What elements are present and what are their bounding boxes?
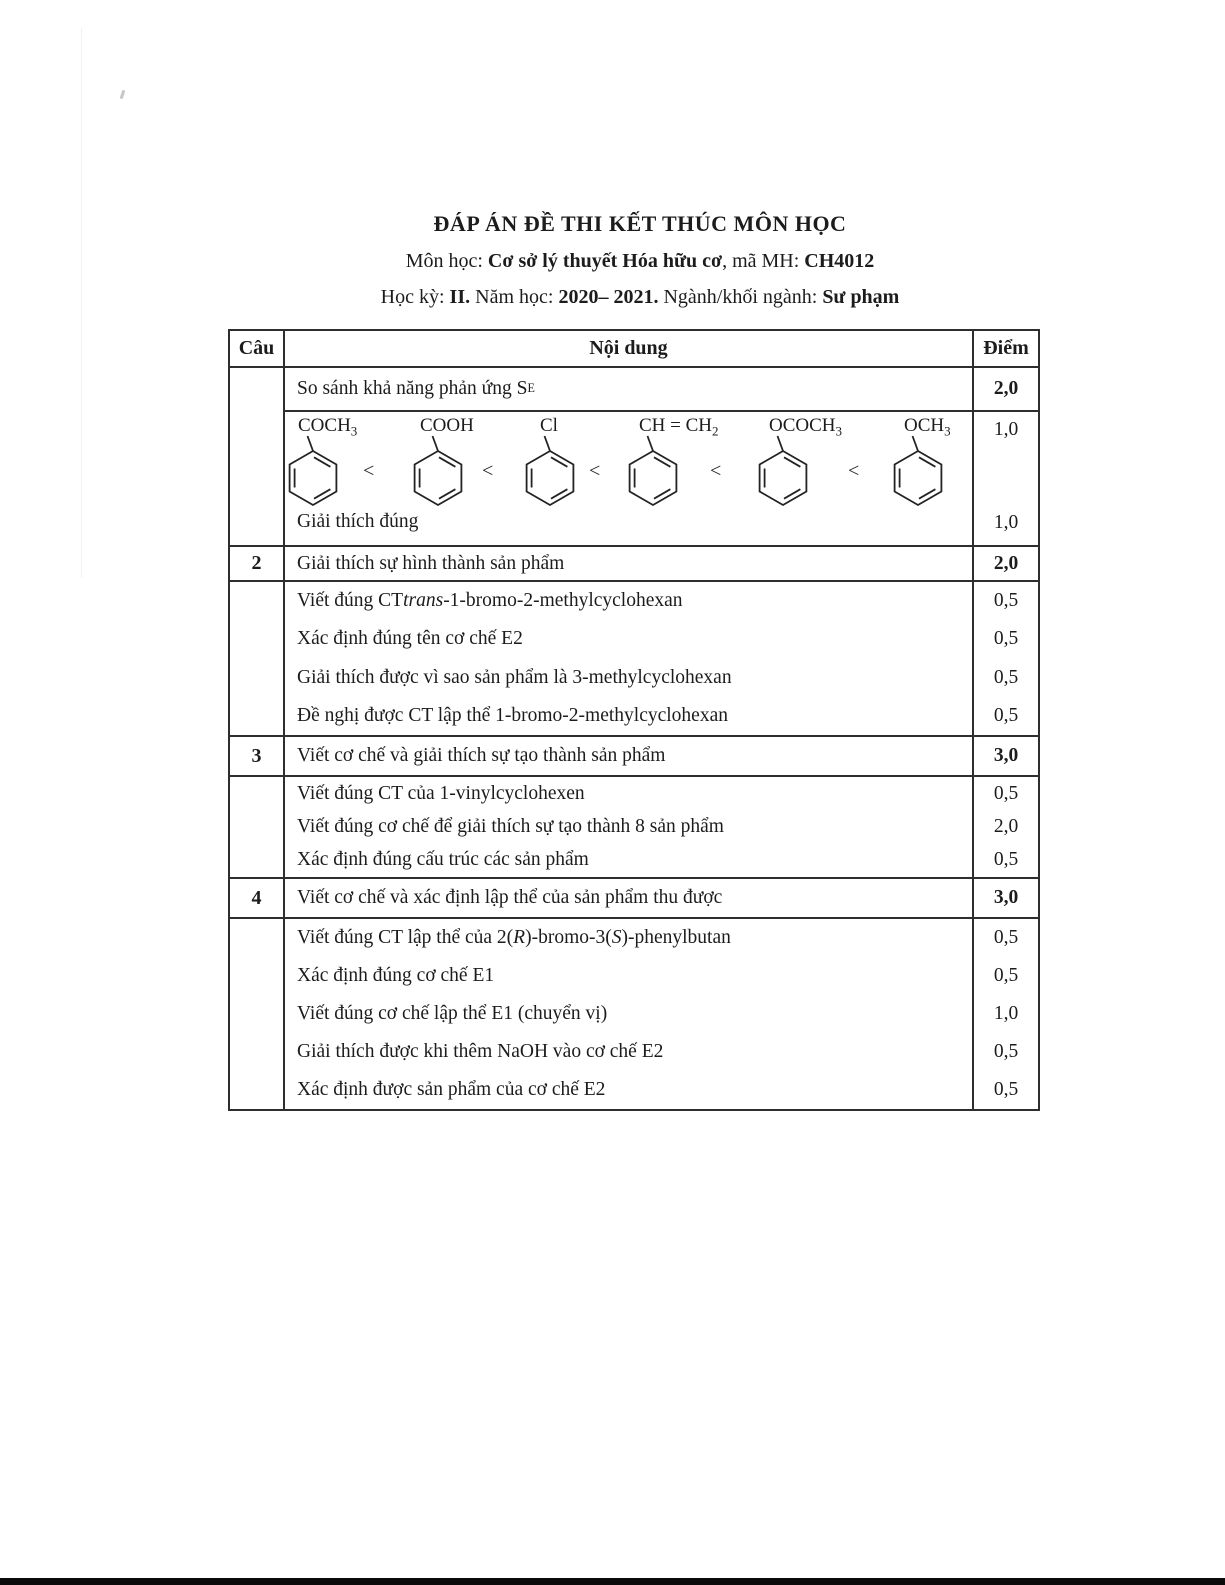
svg-text:OCOCH3: $OCOCH_3$ (769, 414, 843, 439)
table-header-row (230, 331, 1038, 368)
major-value: Sư phạm (822, 286, 900, 308)
question-1-points: 2,0 (993, 377, 1019, 399)
criterion-text: Viết đúng cơ chế để giải thích sự tạo thành 8 sản phẩm (297, 815, 724, 837)
question-1-structures-row (285, 412, 1038, 545)
answer-table (228, 329, 1040, 1111)
criterion-points: 0,5 (993, 666, 1019, 688)
criterion-points: 0,5 (993, 927, 1019, 948)
question-1-summary-text: So sánh khả năng phản ứng S E (285, 368, 974, 410)
criterion-points: 2,0 (993, 815, 1019, 837)
question-4-details-block (230, 919, 1038, 1109)
schoolyear-label: Năm học: (470, 286, 559, 308)
question-2-number: 2 (230, 547, 285, 580)
criterion-points: 0,5 (993, 628, 1019, 650)
course-label: Môn học: (405, 250, 488, 272)
semester-value: II. (449, 286, 471, 308)
svg-text:CH = CH2: CH = $CH_2$ (639, 414, 719, 439)
question-2-summary-text: Giải thích sự hình thành sản phẩm (285, 547, 974, 580)
scan-fold-line (81, 28, 82, 578)
explanation-points: 1,0 (993, 512, 1019, 533)
less-than-symbol: < (589, 459, 601, 482)
question-4-details-cau (230, 919, 285, 1109)
svg-text:COCH3: $COCH_3$ (298, 414, 358, 439)
criterion-points: 0,5 (993, 782, 1019, 804)
col-header-noidung: Nội dung (285, 331, 974, 366)
criterion-text: Viết đúng CT trans -1-bromo-2-methylcyclohexan (297, 590, 683, 612)
question-1-summary-row (285, 368, 1038, 412)
col-header-cau: Câu (230, 331, 285, 366)
criterion-text: Xác định đúng cơ chế E1 (297, 965, 495, 986)
svg-text:COOH: COOH (420, 414, 474, 436)
less-than-symbol: < (710, 459, 722, 482)
less-than-symbol: < (363, 459, 375, 482)
scanner-edge-bar (0, 1578, 1225, 1585)
less-than-symbol: < (848, 459, 860, 482)
criterion-text: Viết đúng CT lập thể của 2( R )-bromo-3( S )-phenylbutan (297, 927, 731, 948)
major-label: Ngành/khối ngành: (658, 286, 823, 308)
se-subscript: E (527, 381, 535, 396)
structures-points: 1,0 (993, 418, 1019, 440)
criterion-text: Giải thích được vì sao sản phẩm là 3-methylcyclohexan (297, 666, 732, 688)
question-2-points: 2,0 (993, 552, 1019, 574)
question-3-details-block (230, 777, 1038, 879)
criterion-text: Giải thích được khi thêm NaOH vào cơ chế E2 (297, 1041, 664, 1062)
question-3-criteria-points (974, 777, 1038, 877)
scan-speck-mark (120, 90, 126, 99)
doc-subtitle-course (140, 248, 1140, 274)
course-code: CH4012 (804, 250, 875, 272)
criterion-text: Viết đúng cơ chế lập thể E1 (chuyển vị) (297, 1003, 608, 1024)
question-3-summary-row (230, 737, 1038, 777)
question-4-summary-text: Viết cơ chế và xác định lập thể của sản phẩm thu được (285, 879, 974, 917)
question-2-details-block (230, 582, 1038, 737)
criterion-points: 0,5 (993, 965, 1019, 986)
question-3-points: 3,0 (993, 745, 1019, 766)
doc-title: ĐÁP ÁN ĐỀ THI KẾT THÚC MÔN HỌC (433, 211, 847, 236)
question-4-summary-row (230, 879, 1038, 919)
question-3-details-cau (230, 777, 285, 877)
course-name: Cơ sở lý thuyết Hóa hữu cơ (487, 250, 723, 272)
question-2-criteria-points (974, 582, 1038, 735)
schoolyear-value: 2020– 2021. (558, 286, 659, 308)
question-4-points: 3,0 (993, 887, 1019, 908)
semester-label: Học kỳ: (380, 286, 450, 308)
less-than-symbol: < (482, 459, 494, 482)
svg-text:OCH3: $OCH_3$ (904, 414, 951, 439)
criterion-points: 0,5 (993, 1079, 1019, 1100)
question-3-number: 3 (230, 737, 285, 775)
criterion-points: 0,5 (993, 704, 1019, 726)
criterion-points: 0,5 (993, 590, 1019, 612)
criterion-points: 1,0 (993, 1003, 1019, 1024)
question-4-number: 4 (230, 879, 285, 917)
benzene-ring-icon (878, 415, 1028, 515)
course-code-label: , mã MH: (722, 250, 805, 272)
col-header-diem: Điểm (983, 337, 1029, 359)
criterion-text: Xác định được sản phẩm của cơ chế E2 (297, 1079, 606, 1100)
criterion-text: Đề nghị được CT lập thể 1-bromo-2-methylcyclohexan (297, 704, 728, 726)
question-3-summary-text: Viết cơ chế và giải thích sự tạo thành sản phẩm (285, 737, 974, 775)
explanation-note: Giải thích đúng (297, 510, 419, 532)
benzene-comparison-diagram (285, 412, 974, 545)
criterion-text: Xác định đúng tên cơ chế E2 (297, 628, 523, 650)
question-1-block (230, 368, 1038, 547)
question-2-summary-row (230, 547, 1038, 582)
svg-text:Cl: Cl (540, 414, 558, 436)
criterion-text: Xác định đúng cấu trúc các sản phẩm (297, 849, 589, 871)
question-3-criteria (285, 777, 974, 877)
question-2-details-cau (230, 582, 285, 735)
question-2-criteria (285, 582, 974, 735)
document-header (140, 210, 1140, 310)
question-4-criteria-points (974, 919, 1038, 1109)
doc-subtitle-semester (140, 284, 1140, 310)
criterion-text: Viết đúng CT của 1-vinylcyclohexen (297, 782, 585, 804)
criterion-points: 0,5 (993, 849, 1019, 871)
question-4-criteria (285, 919, 974, 1109)
criterion-points: 0,5 (993, 1041, 1019, 1062)
